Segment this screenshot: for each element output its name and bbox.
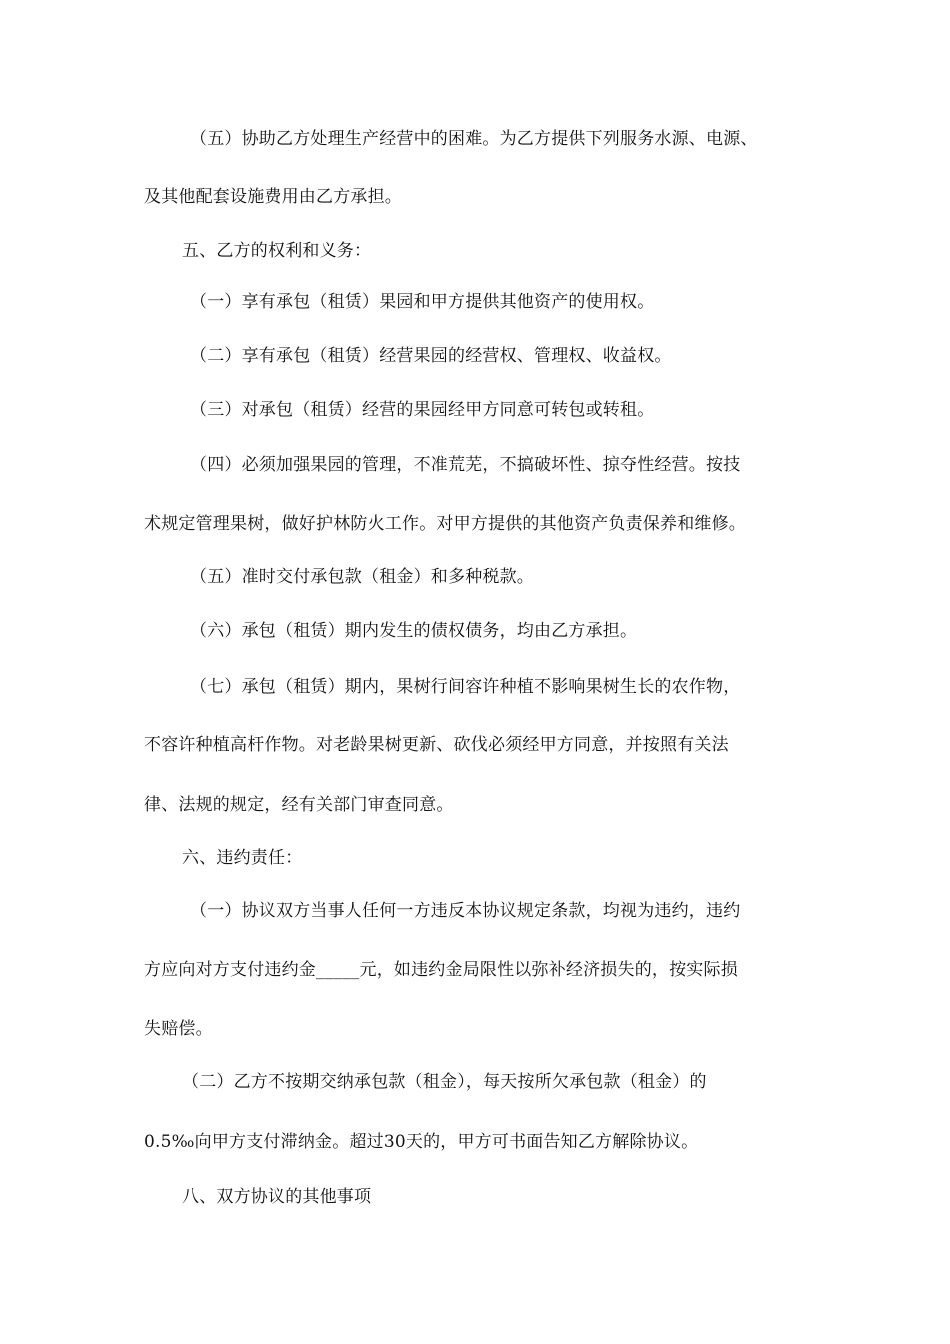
paragraph-5-line-1: （五）协助乙方处理生产经营中的困难。为乙方提供下列服务水源、电源、 <box>190 129 758 149</box>
section-8-heading: 八、双方协议的其他事项 <box>182 1187 372 1207</box>
breach-item-2-line-2: 0.5‰向甲方支付滞纳金。超过30天的，甲方可书面告知乙方解除协议。 <box>144 1132 699 1152</box>
item-5: （五）准时交付承包款（租金）和多种税款。 <box>190 567 534 587</box>
item-4-line-2: 术规定管理果树，做好护林防火工作。对甲方提供的其他资产负责保养和维修。 <box>144 514 746 534</box>
item-7-line-2: 不容许种植高杆作物。对老龄果树更新、砍伐必须经甲方同意，并按照有关法 <box>144 735 729 755</box>
section-5-heading: 五、乙方的权利和义务： <box>182 241 372 261</box>
section-6-heading: 六、违约责任： <box>182 848 303 868</box>
item-3: （三）对承包（租赁）经营的果园经甲方同意可转包或转租。 <box>190 400 655 420</box>
item-7-line-1: （七）承包（租赁）期内，果树行间容许种植不影响果树生长的农作物， <box>190 677 741 697</box>
paragraph-5-line-2: 及其他配套设施费用由乙方承担。 <box>144 187 402 207</box>
breach-item-2-line-1: （二）乙方不按期交纳承包款（租金），每天按所欠承包款（租金）的 <box>182 1072 707 1092</box>
item-2: （二）享有承包（租赁）经营果园的经营权、管理权、收益权。 <box>190 346 672 366</box>
breach-item-1-line-1: （一）协议双方当事人任何一方违反本协议规定条款，均视为违约，违约 <box>190 901 741 921</box>
item-4-line-1: （四）必须加强果园的管理，不准荒芜，不搞破坏性、掠夺性经营。按技 <box>190 455 741 475</box>
item-6: （六）承包（租赁）期内发生的债权债务，均由乙方承担。 <box>190 621 638 641</box>
item-7-line-3: 律、法规的规定，经有关部门审查同意。 <box>144 795 454 815</box>
breach-item-1-line-2: 方应向对方支付违约金_____元，如违约金局限性以弥补经济损失的，按实际损 <box>144 960 738 980</box>
item-1: （一）享有承包（租赁）果园和甲方提供其他资产的使用权。 <box>190 292 655 312</box>
breach-item-1-line-3: 失赔偿。 <box>144 1019 213 1039</box>
